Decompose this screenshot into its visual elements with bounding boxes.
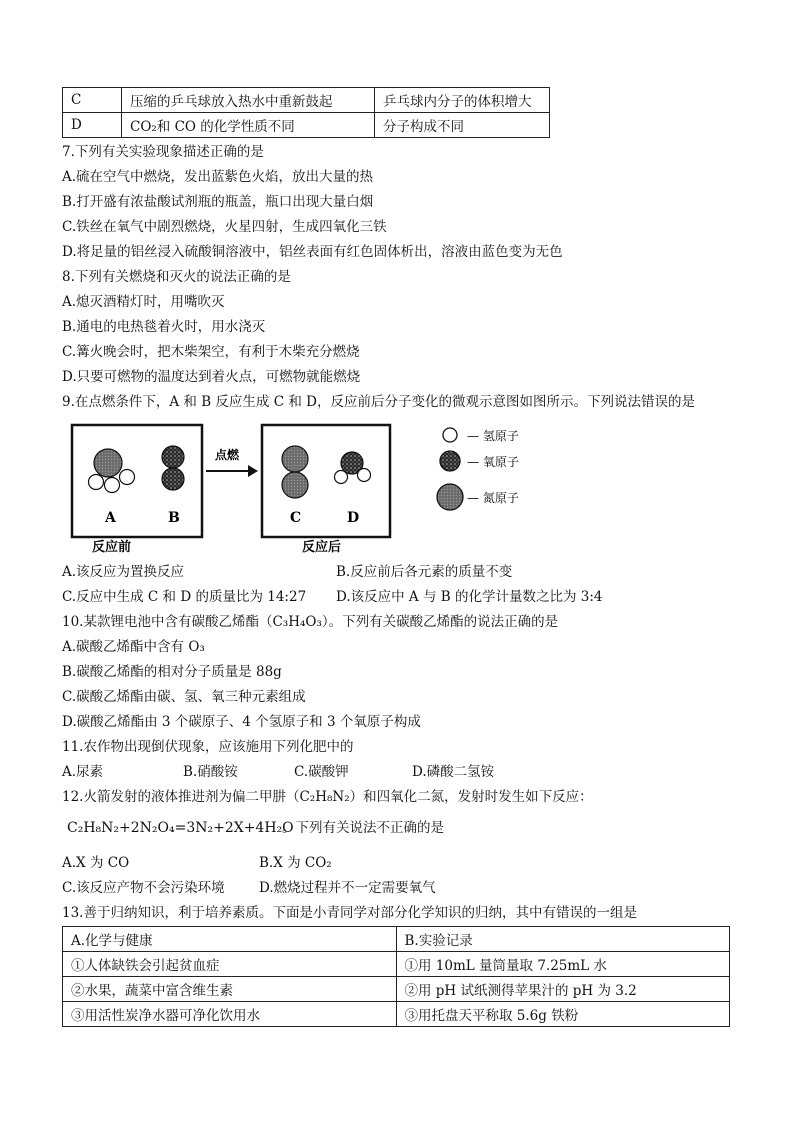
q9-option-b: B.反应前后各元素的质量不变 [336, 564, 513, 580]
table-row [63, 1002, 730, 1027]
q13-stem: 13.善于归纳知识，利于培养素质。下面是小青同学对部分化学知识的归纳，其中有错误的一组是 [62, 905, 637, 921]
table-row [63, 927, 730, 952]
left-header: A.化学与健康 [63, 927, 397, 952]
summary-table [62, 926, 730, 1027]
row-letter: D [63, 113, 122, 138]
table-row [63, 88, 550, 113]
arrow-label: 点燃 [215, 448, 240, 462]
nitrogen-atom [282, 446, 308, 472]
table-row [63, 977, 730, 1002]
q12-stem: 12.火箭发射的液体推进剂为偏二甲肼（C₂H₈N₂）和四氧化二氮，发射时发生如下反应： [62, 789, 593, 805]
explanation-table [62, 87, 550, 138]
hydrogen-atom [105, 478, 120, 493]
hydrogen-legend-icon [443, 428, 457, 442]
q11-stem: 11.农作物出现倒伏现象，应该施用下列化肥中的 [62, 739, 354, 755]
label-d: D [347, 510, 360, 526]
q10-option-b: B.碳酸乙烯酯的相对分子质量是 88g [62, 664, 282, 680]
row-explanation: 分子构成不同 [375, 113, 550, 138]
oxygen-legend-icon [440, 451, 460, 471]
q9-option-a: A.该反应为置换反应 [62, 564, 185, 580]
q10-option-c: C.碳酸乙烯酯由碳、氢、氧三种元素组成 [62, 689, 306, 705]
q8-option-a: A.熄灭酒精灯时，用嘴吹灭 [62, 294, 225, 310]
q7-option-d: D.将足量的铝丝浸入硫酸铜溶液中，铝丝表面有红色固体析出，溶液由蓝色变为无色 [62, 244, 563, 260]
q11-option-c: C.碳酸钾 [294, 764, 349, 780]
hydrogen-atom [358, 469, 371, 482]
oxygen-atom [162, 446, 184, 468]
oxygen-atom [162, 468, 184, 490]
label-a: A [105, 510, 116, 526]
label-c: C [290, 510, 302, 526]
left-item: ①人体缺铁会引起贫血症 [63, 952, 397, 977]
after-box [262, 425, 390, 537]
q8-option-c: C.篝火晚会时，把木柴架空，有利于木柴充分燃烧 [62, 344, 360, 360]
label-b: B [168, 510, 180, 526]
hydrogen-atom [89, 475, 104, 490]
reaction-diagram [62, 419, 722, 554]
q12-option-c: C.该反应产物不会污染环境 [62, 880, 225, 896]
q9-option-d: D.该反应中 A 与 B 的化学计量数之比为 3:4 [336, 589, 603, 605]
right-item: ②用 pH 试纸测得苹果汁的 pH 为 3.2 [396, 977, 730, 1002]
q12-option-a: A.X 为 CO [62, 855, 130, 871]
row-fact: 压缩的乒乓球放入热水中重新鼓起 [122, 88, 375, 113]
nitrogen-atom [282, 472, 308, 498]
left-item: ②水果，蔬菜中富含维生素 [63, 977, 397, 1002]
q12-option-b: B.X 为 CO₂ [259, 855, 332, 871]
q8-stem: 8.下列有关燃烧和灭火的说法正确的是 [62, 269, 291, 285]
q12-option-d: D.燃烧过程并不一定需要氧气 [259, 880, 436, 896]
right-item: ③用托盘天平称取 5.6g 铁粉 [396, 1002, 730, 1027]
hydrogen-atom [120, 470, 135, 485]
q8-option-b: B.通电的电热毯着火时，用水浇灭 [62, 319, 266, 335]
q12-equation: C₂H₈N₂+2N₂O₄=3N₂+2X+4H₂O [67, 820, 294, 836]
reaction-svg [62, 419, 722, 554]
right-header: B.实验记录 [396, 927, 730, 952]
legend-hydrogen: — 氢原子 [467, 429, 519, 443]
label-after: 反应后 [302, 540, 342, 554]
q11-option-d: D.磷酸二氢铵 [412, 764, 495, 780]
q9-option-c: C.反应中生成 C 和 D 的质量比为 14:27 [62, 589, 307, 605]
q7-option-a: A.硫在空气中燃烧，发出蓝紫色火焰，放出大量的热 [62, 169, 374, 185]
table-row [63, 952, 730, 977]
q8-option-d: D.只要可燃物的温度达到着火点，可燃物就能燃烧 [62, 369, 361, 385]
legend-nitrogen: — 氮原子 [467, 491, 519, 505]
row-fact: CO₂和 CO 的化学性质不同 [122, 113, 375, 138]
arrow-head [248, 465, 258, 477]
q11-option-a: A.尿素 [62, 764, 104, 780]
q7-option-b: B.打开盛有浓盐酸试剂瓶的瓶盖，瓶口出现大量白烟 [62, 194, 374, 210]
q7-stem: 7.下列有关实验现象描述正确的是 [62, 144, 264, 160]
hydrogen-atom [335, 471, 348, 484]
nitrogen-legend-icon [437, 484, 463, 510]
nitrogen-atom [94, 449, 122, 477]
q10-stem: 10.某款锂电池中含有碳酸乙烯酯（C₃H₄O₃）。下列有关碳酸乙烯酯的说法正确的是 [62, 614, 559, 630]
q10-option-d: D.碳酸乙烯酯由 3 个碳原子、4 个氢原子和 3 个氧原子构成 [62, 714, 421, 730]
label-before: 反应前 [92, 540, 132, 554]
q11-option-b: B.硝酸铵 [183, 764, 238, 780]
row-explanation: 乒乓球内分子的体积增大 [375, 88, 550, 113]
legend-oxygen: — 氧原子 [467, 455, 519, 469]
right-item: ①用 10mL 量筒量取 7.25mL 水 [396, 952, 730, 977]
left-item: ③用活性炭净水器可净化饮用水 [63, 1002, 397, 1027]
q7-option-c: C.铁丝在氧气中剧烈燃烧，火星四射，生成四氧化三铁 [62, 219, 387, 235]
q10-option-a: A.碳酸乙烯酯中含有 O₃ [62, 639, 205, 655]
table-row [63, 113, 550, 138]
q12-equation-tail: 。下列有关说法不正确的是 [282, 820, 444, 836]
row-letter: C [63, 88, 122, 113]
q9-stem: 9.在点燃条件下，A 和 B 反应生成 C 和 D，反应前后分子变化的微观示意图如图所示。下列说法错误的是 [62, 394, 695, 410]
